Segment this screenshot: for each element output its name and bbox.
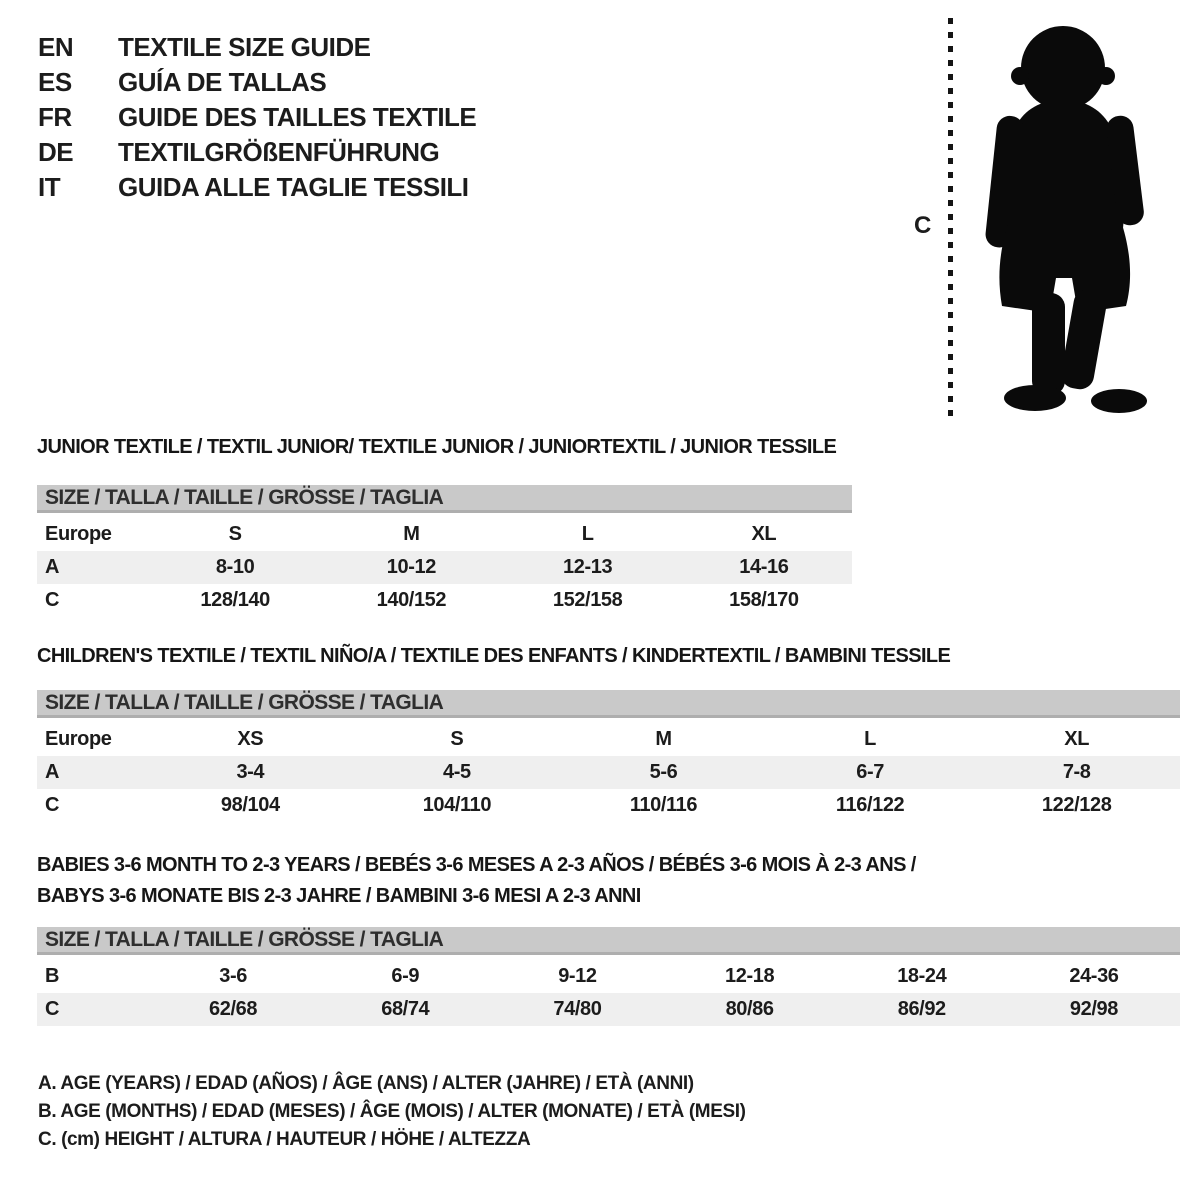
table-cell: 116/122 — [835, 794, 905, 816]
language-code: EN — [38, 32, 74, 62]
language-code: ES — [38, 67, 72, 97]
table-body — [37, 960, 1180, 1026]
size-column-header: M — [655, 728, 672, 750]
section-title: JUNIOR TEXTILE / TEXTIL JUNIOR/ TEXTILE JUNIOR / JUNIORTEXTIL / JUNIOR TESSILE — [37, 436, 837, 458]
table-cell: 92/98 — [1069, 998, 1118, 1020]
size-column-header: S — [228, 523, 242, 545]
size-header-bar: SIZE / TALLA / TAILLE / GRÖSSE / TAGLIA — [37, 927, 1180, 955]
table-cell: 98/104 — [220, 794, 280, 816]
table-body — [37, 518, 852, 617]
size-header-bar: SIZE / TALLA / TAILLE / GRÖSSE / TAGLIA — [37, 485, 852, 513]
table-cell: 86/92 — [897, 998, 946, 1020]
size-column-header: L — [864, 728, 876, 750]
table-row — [37, 584, 852, 617]
table-cell: 80/86 — [725, 998, 774, 1020]
toddler-silhouette-icon — [960, 10, 1170, 420]
language-title: GUIDE DES TAILLES TEXTILE — [118, 102, 477, 132]
size-column-header: XL — [1064, 728, 1090, 750]
table-cell: 122/128 — [1041, 794, 1112, 816]
language-row — [38, 30, 476, 65]
table-cell: 74/80 — [553, 998, 602, 1020]
row-label: A — [45, 761, 60, 783]
measure-letter-c: C — [914, 212, 932, 239]
table-cell: 110/116 — [629, 794, 698, 816]
footnote-height-cm: C. (cm) HEIGHT / ALTURA / HAUTEUR / HÖHE / ALTEZZA — [38, 1129, 531, 1150]
table-cell: 152/158 — [552, 589, 623, 611]
size-column-header: S — [450, 728, 464, 750]
size-column-header: M — [403, 523, 420, 545]
table-cell: 5-6 — [649, 761, 678, 783]
section-children-textile — [37, 641, 1180, 822]
language-code: IT — [38, 172, 61, 202]
table-header-row — [37, 723, 1180, 756]
table-cell: 7-8 — [1062, 761, 1091, 783]
language-code: DE — [38, 137, 74, 167]
table-cell: 62/68 — [209, 998, 258, 1020]
row-label: A — [45, 556, 60, 578]
language-row — [38, 100, 476, 135]
language-row — [38, 170, 476, 205]
table-row — [37, 993, 1180, 1026]
language-row — [38, 135, 476, 170]
table-cell: 12-13 — [563, 556, 613, 578]
section-junior-textile — [37, 432, 852, 617]
table-cell: 24-36 — [1069, 965, 1119, 987]
table-row — [37, 960, 1180, 993]
table-cell: 8-10 — [215, 556, 255, 578]
section-title-line: BABYS 3-6 MONATE BIS 2-3 JAHRE / BAMBINI 3-6 MESI A 2-3 ANNI — [37, 885, 641, 907]
table-cell: 3-4 — [236, 761, 265, 783]
row-label: C — [45, 589, 60, 611]
footnote-age-years: A. AGE (YEARS) / EDAD (AÑOS) / ÂGE (ANS) / ALTER (JAHRE) / ETÀ (ANNI) — [38, 1073, 694, 1094]
table-row — [37, 756, 1180, 789]
table-cell: 10-12 — [386, 556, 436, 578]
table-body — [37, 723, 1180, 822]
section-title-line: BABIES 3-6 MONTH TO 2-3 YEARS / BEBÉS 3-6 MESES A 2-3 AÑOS / BÉBÉS 3-6 MOIS À 2-3 ANS / — [37, 854, 916, 876]
table-cell: 68/74 — [381, 998, 430, 1020]
table-row — [37, 551, 852, 584]
table-cell: 4-5 — [443, 761, 471, 783]
height-measure-figure — [900, 0, 1200, 430]
size-header-bar: SIZE / TALLA / TAILLE / GRÖSSE / TAGLIA — [37, 690, 1180, 718]
size-table-children — [37, 690, 1180, 822]
section-title: CHILDREN'S TEXTILE / TEXTIL NIÑO/A / TEXTILE DES ENFANTS / KINDERTEXTIL / BAMBINI TESSILE — [37, 645, 951, 667]
table-row — [37, 789, 1180, 822]
table-cell: 6-7 — [856, 761, 884, 783]
size-column-header: XS — [237, 728, 264, 750]
language-code: FR — [38, 102, 72, 132]
footnotes — [38, 1070, 746, 1154]
language-title: GUIDA ALLE TAGLIE TESSILI — [118, 172, 469, 202]
table-cell: 3-6 — [219, 965, 247, 987]
footnote-age-months: B. AGE (MONTHS) / EDAD (MESES) / ÂGE (MOIS) / ALTER (MONATE) / ETÀ (MESI) — [38, 1101, 746, 1122]
table-cell: 18-24 — [897, 965, 947, 987]
language-title: GUÍA DE TALLAS — [118, 67, 327, 97]
size-table-babies — [37, 927, 1180, 1026]
language-row — [38, 65, 476, 100]
section-babies-textile — [37, 850, 1180, 1026]
row-label: C — [45, 998, 60, 1020]
table-cell: 140/152 — [376, 589, 447, 611]
region-header: Europe — [45, 728, 112, 750]
size-table-junior — [37, 485, 852, 617]
size-column-header: L — [581, 523, 594, 545]
row-label: B — [45, 965, 60, 987]
height-dashed-line — [948, 18, 953, 416]
table-cell: 104/110 — [422, 794, 492, 816]
language-header — [38, 30, 476, 205]
size-column-header: XL — [751, 523, 777, 545]
language-title: TEXTILE SIZE GUIDE — [118, 32, 371, 62]
table-header-row — [37, 518, 852, 551]
table-cell: 12-18 — [725, 965, 775, 987]
table-cell: 14-16 — [739, 556, 789, 578]
section-title — [37, 850, 1180, 912]
row-label: C — [45, 794, 60, 816]
table-cell: 6-9 — [391, 965, 420, 987]
table-cell: 128/140 — [200, 589, 270, 611]
table-cell: 158/170 — [729, 589, 799, 611]
language-title: TEXTILGRÖßENFÜHRUNG — [118, 137, 440, 167]
table-cell: 9-12 — [558, 965, 597, 987]
region-header: Europe — [45, 523, 112, 545]
